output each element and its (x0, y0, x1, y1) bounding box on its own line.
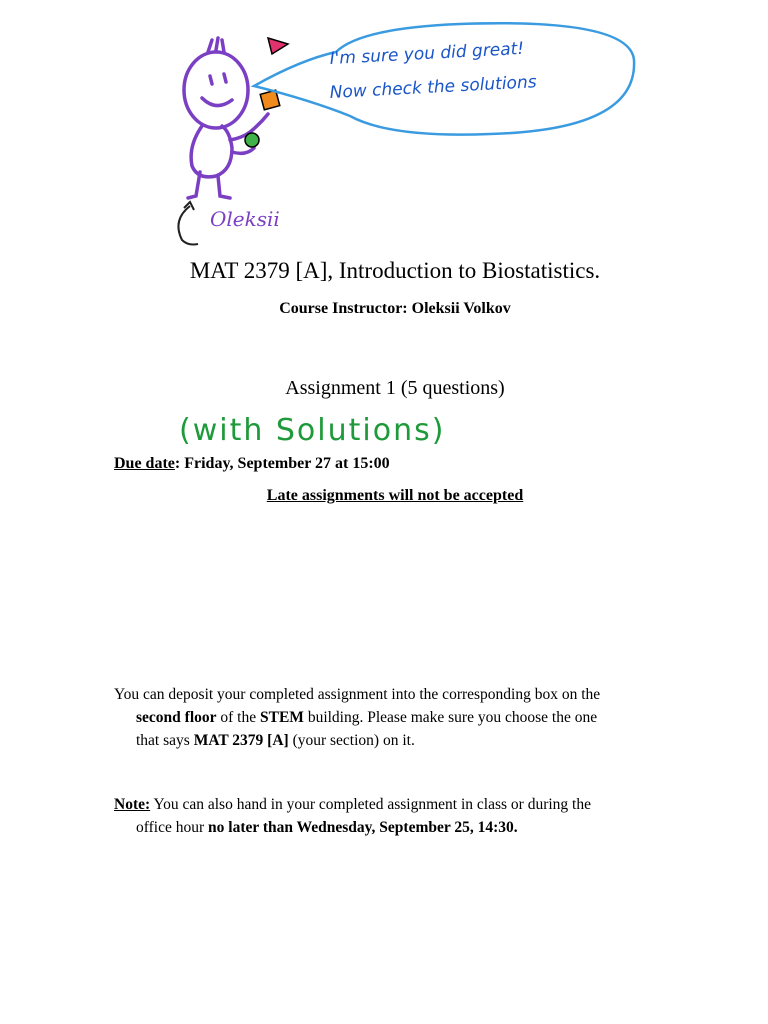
late-notice: Late assignments will not be accepted (266, 487, 524, 504)
handwritten-solutions-note (175, 402, 485, 454)
triangle-shape (268, 38, 288, 54)
svg-text:(with Solutions): (with Solutions) (179, 413, 446, 448)
due-date-value: : Friday, September 27 at 15:00 (174, 455, 390, 472)
assignment-title: Assignment 1 (5 questions) (285, 377, 505, 399)
signature: Oleksii (210, 207, 280, 231)
circle-shape (245, 133, 259, 147)
note-label: Note: (114, 796, 151, 813)
course-title: MAT 2379 [A], Introduction to Biostatistics. (189, 258, 601, 283)
note-paragraph: Note: You can also hand in your completed assignment in class or during the office hour no later than Wednesday, September 25, 14:30. (114, 796, 591, 836)
stick-figure (184, 38, 268, 198)
speech-line-1: I'm sure you did great! (329, 38, 525, 69)
doodle-illustration (160, 20, 640, 260)
signature-arrow (178, 206, 198, 245)
course-instructor: Course Instructor: Oleksii Volkov (279, 300, 511, 317)
deposit-instructions: You can deposit your completed assignment into the corresponding box on the second floor of the STEM building. Please make sure you choose the one that says MAT 2379 [A] (your section) on it. (114, 686, 601, 749)
speech-line-2: Now check the solutions (329, 72, 538, 103)
due-date (114, 455, 390, 473)
due-date-label: Due date (114, 455, 175, 472)
